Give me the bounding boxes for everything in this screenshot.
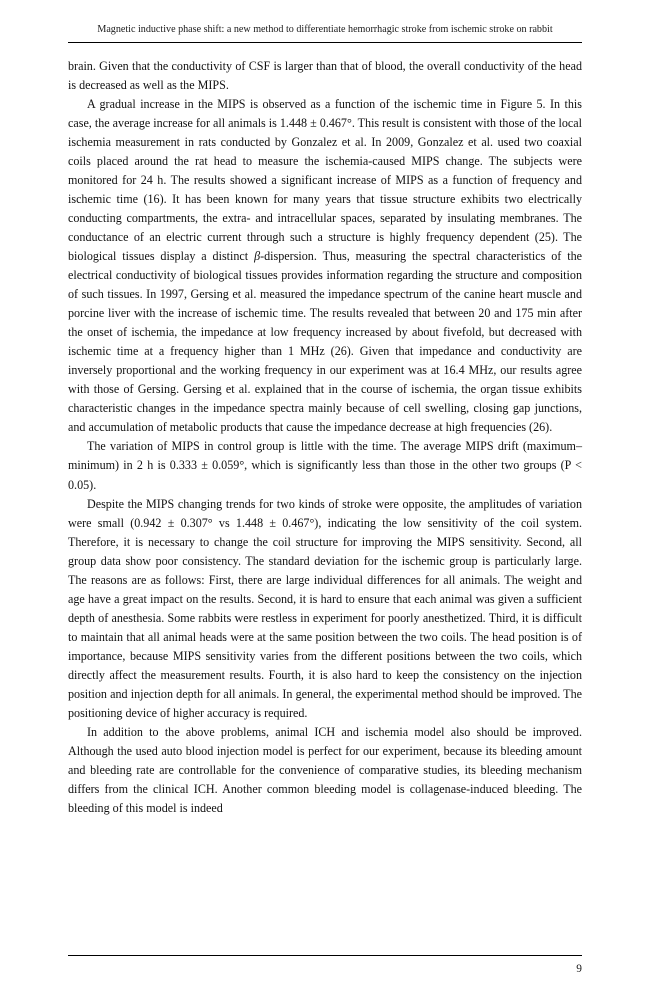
page-number: 9 <box>576 963 582 975</box>
paragraph-4: Despite the MIPS changing trends for two kinds of stroke were opposite, the amplitudes of variation were small (0.942 ± 0.307° vs 1.448 ± 0.467°), indicating the low sensitivity of the coil system. Therefore, it is necessary to change the coil structure for improving the MIPS sensitivity. Second, all group data show poor consistency. The standard deviation for the ischemic group is particularly large. The reasons are as follows: First, there are large individual differences for all animals. The weight and age have a great impact on the results. Second, it is hard to ensure that each animal was given a sufficient depth of anesthesia. Some rabbits were restless in experiment for poorly anesthetized. Third, it is difficult to maintain that all animal heads were at the same position between the two coils. The head position is of importance, because MIPS sensitivity varies from the different positions between the two coils, which directly affect the measurement results. Fourth, it is also hard to keep the consistency on the injection position and injection depth for all animals. In general, the experimental method should be improved. The positioning device of higher accuracy is required. <box>68 496 582 721</box>
header-rule <box>68 42 582 43</box>
paragraph-2-part-after-beta: -dispersion. Thus, measuring the spectral characteristics of the electrical conductivity of biological tissues provides information regarding the structure and composition of such tissues. In 1997, Gersing et al. measured the impedance spectrum of the canine heart muscle and porcine liver with the increase of ischemic time. The results revealed that between 20 and 175 min after the onset of ischemia, the impedance at low frequency increased by about fivefold, but decreased with ischemic time at a frequency higher than 1 MHz (26). Given that impedance and conductivity are inversely proportional and the working frequency in our experiment was at 16.4 MHz, our results agree with those of Gersing. Gersing et al. explained that in the course of ischemia, the organ tissue exhibits characteristic changes in the impedance spectra mainly because of cell swelling, closing gap junctions, and accumulation of metabolic products that cause the impedance decrease at high frequencies (26). <box>68 248 582 435</box>
paragraph-2 <box>68 95 582 438</box>
paragraph-1: brain. Given that the conductivity of CSF is larger than that of blood, the overall conductivity of the head is decreased as well as the MIPS. <box>68 58 582 92</box>
running-head: Magnetic inductive phase shift: a new method to differentiate hemorrhagic stroke from ischemic stroke on rabbit <box>97 24 553 35</box>
paragraph-3: The variation of MIPS in control group is little with the time. The average MIPS drift (maximum–minimum) in 2 h is 0.333 ± 0.059°, which is significantly less than those in the other two groups (P < 0.05). <box>68 439 582 492</box>
paragraph-5: In addition to the above problems, animal ICH and ischemia model also should be improved. Although the used auto blood injection model is perfect for our experiment, because its bleeding amount and bleeding rate are controllable for the convenience of comparative studies, its bleeding mechanism differs from the clinical ICH. Another common bleeding model is collagenase-induced bleeding. The bleeding of this model is indeed <box>68 725 582 816</box>
paragraph-2-part-before-beta: A gradual increase in the MIPS is observed as a function of the ischemic time in Figure 5. In this case, the average increase for all animals is 1.448 ± 0.467°. This result is consistent with those of the local ischemia measurement in rats conducted by Gonzalez et al. In 2009, Gonzalez et al. used two coaxial coils placed around the rat head to measure the ischemia-caused MIPS change. The subjects were monitored for 24 h. The results showed a significant increase of MIPS as a function of frequency and ischemic time (16). It has been known for many years that tissue structure exhibits two electrically conducting compartments, the extra- and intracellular spaces, separated by insulating membranes. The conductance of an electric current through such a structure is highly frequency dependent (25). The biological tissues display a distinct <box>68 96 583 263</box>
footer-rule <box>68 955 582 956</box>
page-content-area <box>68 0 582 1000</box>
beta-symbol: β <box>254 248 261 263</box>
body-text-column <box>68 57 582 819</box>
page-footer <box>68 955 582 976</box>
